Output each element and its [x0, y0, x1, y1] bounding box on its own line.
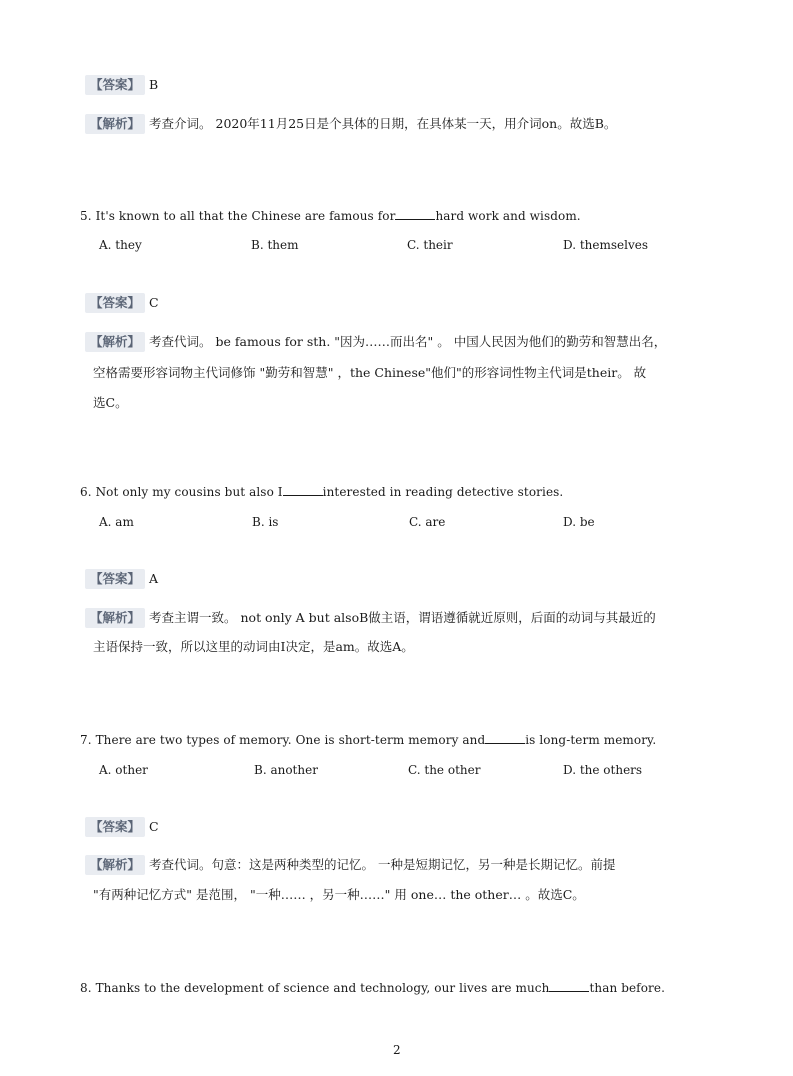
analysis-row-q4	[85, 113, 616, 134]
question-text-after: hard work and wisdom.	[435, 209, 581, 223]
analysis-line: 空格需要形容词物主代词修饰 "勤劳和智慧" ，the Chinese"他们"的形容词性物主代词是their。 故	[93, 365, 647, 380]
answer-value: A	[149, 571, 159, 586]
analysis-line: 选C。	[93, 395, 128, 410]
question-number: 7.	[80, 733, 92, 747]
answer-blank	[485, 733, 525, 744]
analysis-tag: 【解析】	[85, 855, 145, 875]
analysis-line: 主语保持一致，所以这里的动词由I决定，是am。故选A。	[93, 639, 414, 654]
answer-row-q6	[85, 568, 158, 589]
analysis-tag: 【解析】	[85, 114, 145, 134]
question-text-before: There are two types of memory. One is short-term memory and	[95, 733, 486, 747]
question-6	[80, 485, 563, 499]
option-b: B. is	[252, 515, 279, 529]
question-5	[80, 209, 581, 223]
answer-blank	[549, 981, 589, 992]
analysis-row-q7	[85, 854, 616, 875]
question-number: 6.	[80, 485, 92, 499]
answer-row-q5	[85, 292, 159, 313]
question-number: 5.	[80, 209, 92, 223]
answer-row-q4	[85, 74, 158, 95]
analysis-row-q5	[85, 331, 666, 352]
analysis-line: 考查代词。句意：这是两种类型的记忆。 一种是短期记忆，另一种是长期记忆。前提	[149, 857, 616, 872]
question-text-before: It's known to all that the Chinese are famous for	[95, 209, 396, 223]
option-c: C. are	[409, 515, 446, 529]
question-text-before: Thanks to the development of science and technology, our lives are much	[95, 981, 550, 995]
answer-tag: 【答案】	[85, 75, 145, 95]
option-a: A. they	[99, 238, 142, 252]
answer-row-q7	[85, 816, 159, 837]
answer-tag: 【答案】	[85, 817, 145, 837]
option-c: C. their	[407, 238, 453, 252]
analysis-line: 考查代词。 be famous for sth. "因为……而出名" 。 中国人民因为他们的勤劳和智慧出名，	[149, 334, 667, 349]
option-b: B. another	[254, 763, 318, 777]
question-text-after: than before.	[589, 981, 666, 995]
answer-value: C	[149, 819, 159, 834]
analysis-line: 考查主谓一致。 not only A but alsoB做主语，谓语遵循就近原则，后面的动词与其最近的	[149, 610, 656, 625]
question-8	[80, 981, 665, 995]
analysis-row-q6	[85, 607, 656, 628]
option-b: B. them	[251, 238, 299, 252]
option-a: A. am	[99, 515, 134, 529]
option-d: D. the others	[563, 763, 643, 777]
question-text-after: is long-term memory.	[525, 733, 657, 747]
question-7	[80, 733, 656, 747]
answer-blank	[283, 485, 323, 496]
analysis-line: 考查介词。 2020年11月25日是个具体的日期，在具体某一天，用介词on。故选B。	[149, 116, 617, 131]
analysis-line: "有两种记忆方式" 是范围， "一种…… ，另一种……" 用 one… the other… 。故选C。	[93, 887, 585, 902]
answer-tag: 【答案】	[85, 293, 145, 313]
question-text-before: Not only my cousins but also I	[95, 485, 283, 499]
analysis-tag: 【解析】	[85, 332, 145, 352]
option-a: A. other	[99, 763, 148, 777]
answer-tag: 【答案】	[85, 569, 145, 589]
option-d: D. be	[563, 515, 595, 529]
question-number: 8.	[80, 981, 92, 995]
answer-value: C	[149, 295, 159, 310]
analysis-tag: 【解析】	[85, 608, 145, 628]
question-text-after: interested in reading detective stories.	[322, 485, 564, 499]
answer-value: B	[149, 77, 159, 92]
page-number: 2	[393, 1043, 401, 1057]
answer-blank	[395, 209, 435, 220]
option-c: C. the other	[408, 763, 481, 777]
option-d: D. themselves	[563, 238, 648, 252]
